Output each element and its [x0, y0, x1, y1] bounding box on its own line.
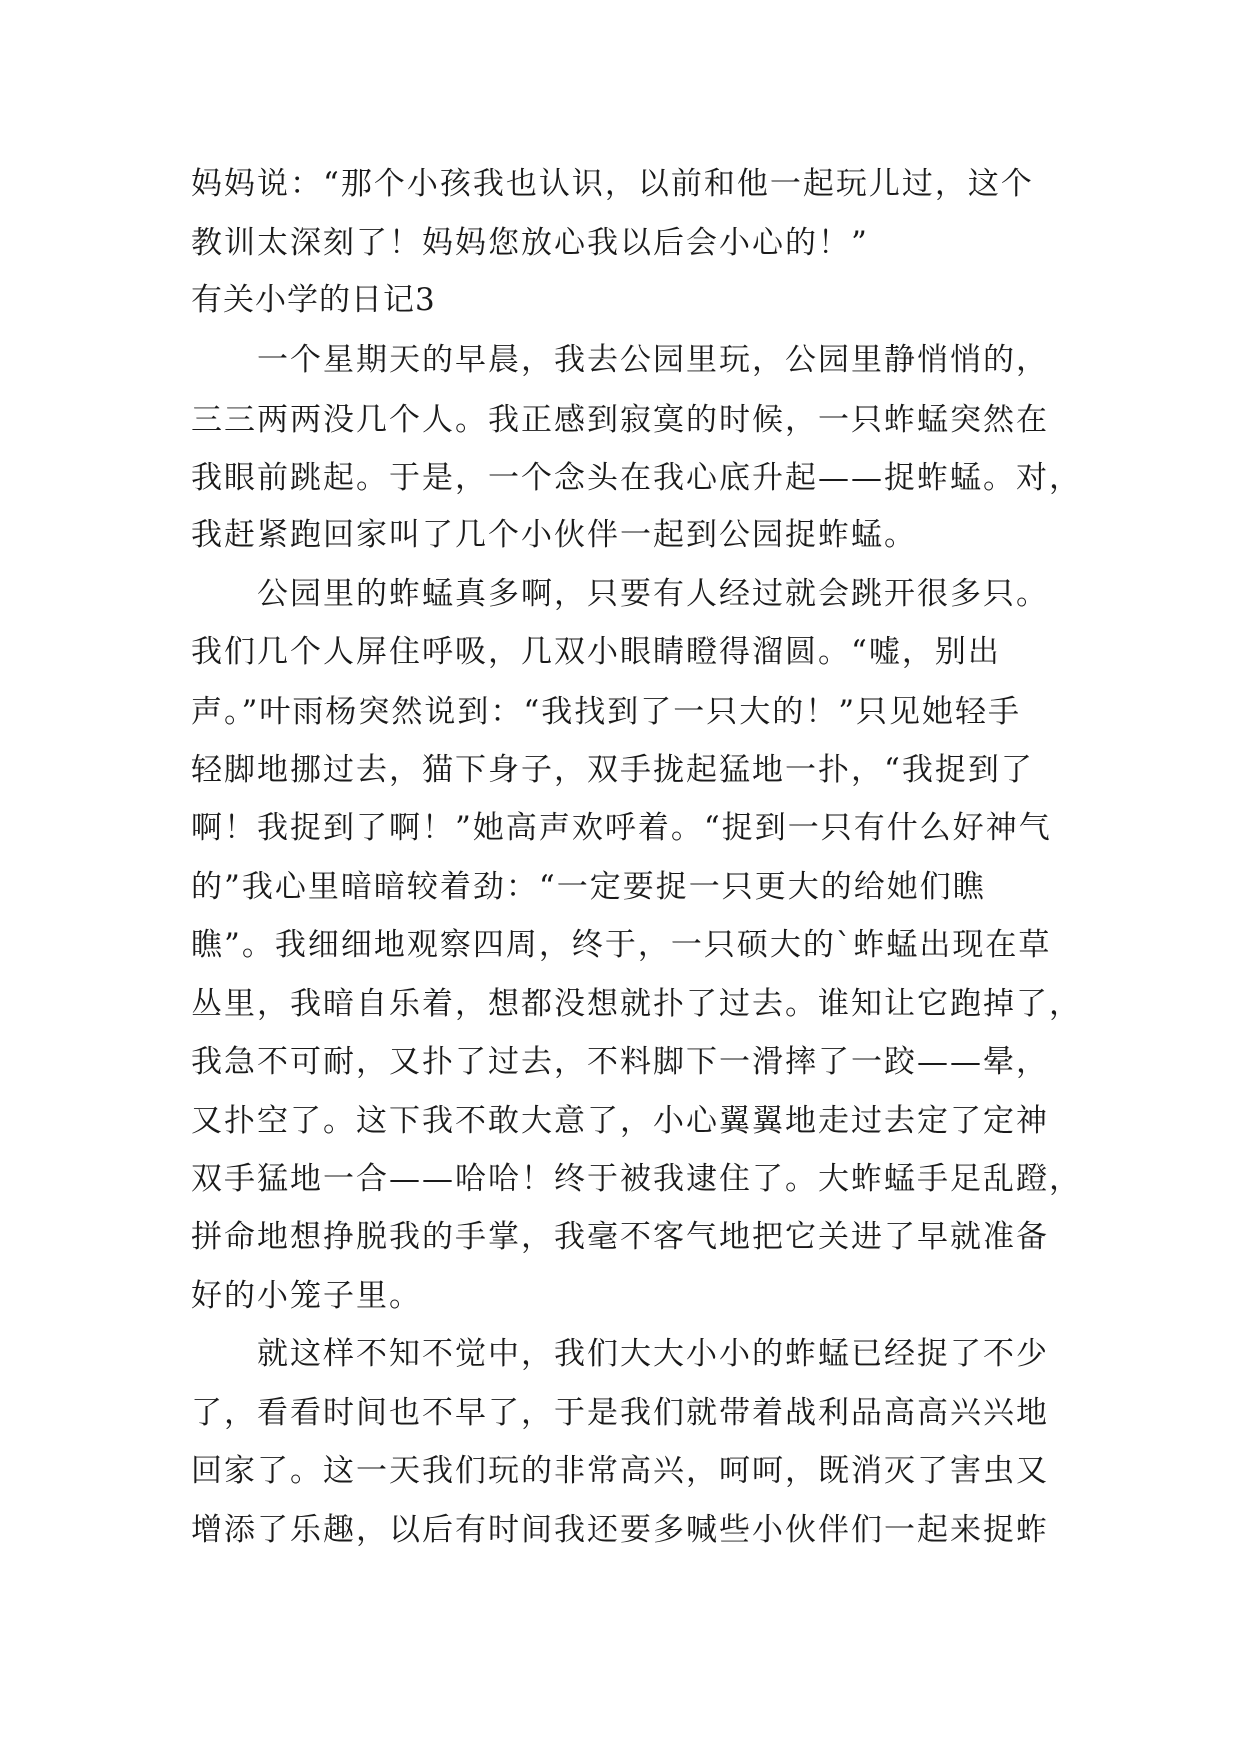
text-line: 声。”叶雨杨突然说到：“我找到了一只大的！”只见她轻手	[191, 694, 1022, 730]
text-line: 教训太深刻了！妈妈您放心我以后会小心的！”	[191, 225, 869, 261]
text-line: 一个星期天的早晨，我去公园里玩，公园里静悄悄的，	[191, 342, 1049, 378]
text-line: 三三两两没几个人。我正感到寂寞的时候，一只蚱蜢突然在	[191, 402, 1049, 438]
text-line: 丛里，我暗自乐着，想都没想就扑了过去。谁知让它跑掉了，	[191, 986, 1082, 1022]
text-line: 的”我心里暗暗较着劲：“一定要捉一只更大的给她们瞧	[191, 869, 986, 905]
text-line: 啊！我捉到了啊！”她高声欢呼着。“捉到一只有什么好神气	[191, 810, 1052, 846]
text-line: 就这样不知不觉中，我们大大小小的蚱蜢已经捉了不少	[191, 1336, 1049, 1372]
text-line: 了，看看时间也不早了，于是我们就带着战利品高高兴兴地	[191, 1395, 1049, 1431]
text-line: 双手猛地一合——哈哈！终于被我逮住了。大蚱蜢手足乱蹬，	[191, 1161, 1082, 1197]
text-line: 拼命地想挣脱我的手掌，我毫不客气地把它关进了早就准备	[191, 1219, 1049, 1255]
text-line: 我们几个人屏住呼吸，几双小眼睛瞪得溜圆。“嘘，别出	[191, 634, 1001, 670]
text-line: 我赶紧跑回家叫了几个小伙伴一起到公园捉蚱蜢。	[191, 517, 917, 553]
text-line: 瞧”。我细细地观察四周，终于，一只硕大的`蚱蜢出现在草	[191, 927, 1052, 963]
text-line: 我急不可耐，又扑了过去，不料脚下一滑摔了一跤——晕，	[191, 1044, 1049, 1080]
text-line: 又扑空了。这下我不敢大意了，小心翼翼地走过去定了定神	[191, 1103, 1049, 1139]
text-line: 我眼前跳起。于是，一个念头在我心底升起——捉蚱蜢。对，	[191, 460, 1082, 496]
text-line: 增添了乐趣，以后有时间我还要多喊些小伙伴们一起来捉蚱	[191, 1512, 1049, 1548]
text-line: 回家了。这一天我们玩的非常高兴，呵呵，既消灭了害虫又	[191, 1453, 1049, 1489]
text-line: 妈妈说：“那个小孩我也认识，以前和他一起玩儿过，这个	[191, 166, 1034, 202]
text-line: 公园里的蚱蜢真多啊，只要有人经过就会跳开很多只。	[191, 576, 1049, 612]
section-heading: 有关小学的日记3	[191, 282, 436, 318]
text-line: 轻脚地挪过去，猫下身子，双手拢起猛地一扑，“我捉到了	[191, 752, 1034, 788]
text-line: 好的小笼子里。	[191, 1278, 422, 1314]
